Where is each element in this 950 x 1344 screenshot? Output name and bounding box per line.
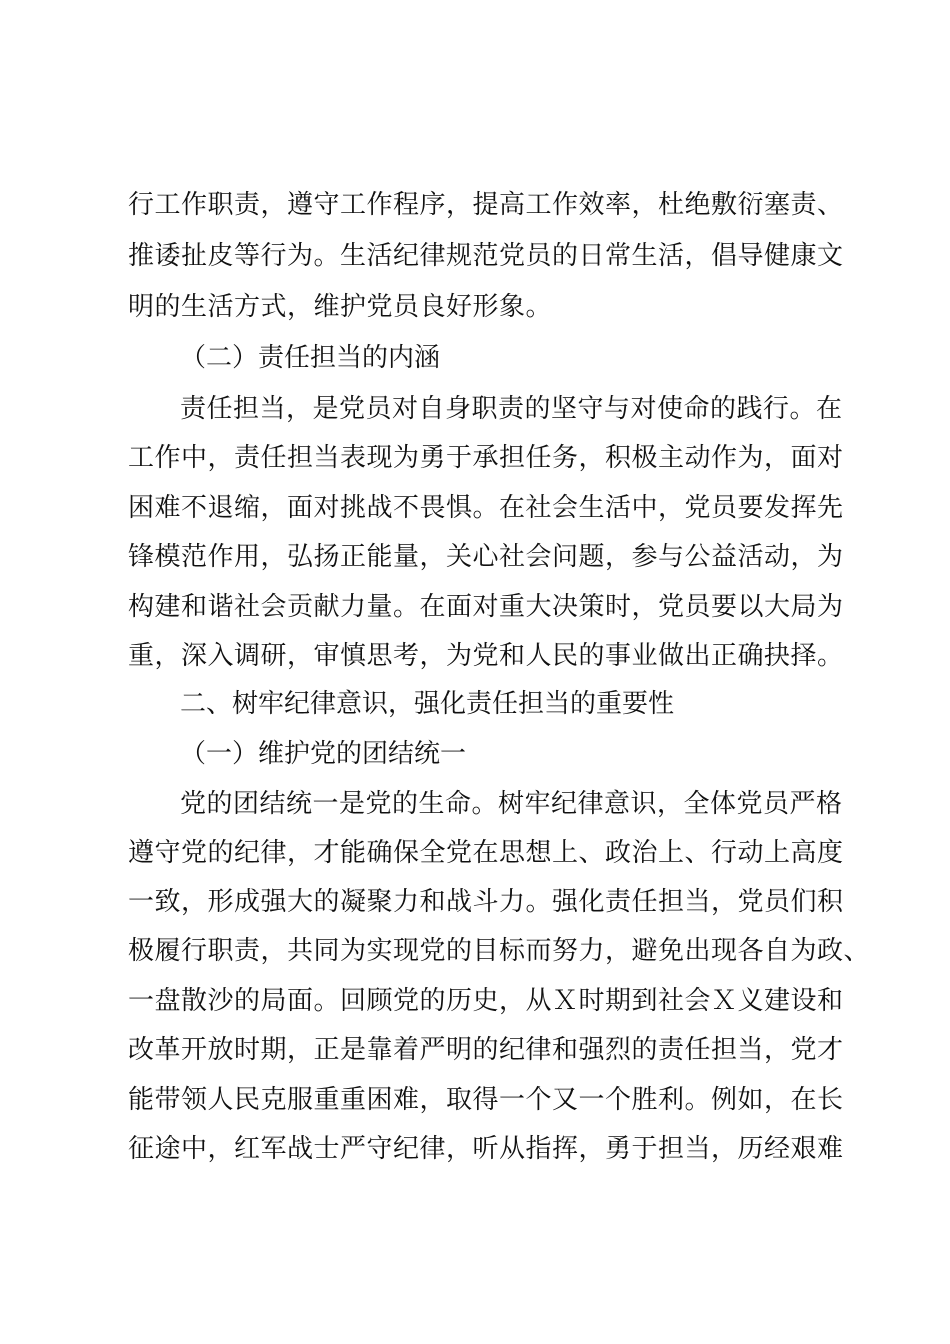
paragraph-line: 能带领人民克服重重困难，取得一个又一个胜利。例如，在长 [128, 1085, 844, 1115]
paragraph-line: 征途中，红军战士严守纪律，听从指挥，勇于担当，历经艰难 [128, 1134, 844, 1164]
paragraph-line: 行工作职责，遵守工作程序，提高工作效率，杜绝敷衍塞责、 [128, 190, 844, 220]
paragraph-line: 推诿扯皮等行为。生活纪律规范党员的日常生活，倡导健康文 [128, 241, 844, 271]
paragraph-line: 党的团结统一是党的生命。树牢纪律意识，全体党员严格 [180, 789, 843, 819]
paragraph-line: 困难不退缩，面对挑战不畏惧。在社会生活中，党员要发挥先 [128, 493, 844, 523]
paragraph-line: 一致，形成强大的凝聚力和战斗力。强化责任担当，党员们积 [128, 887, 844, 917]
paragraph-line: 明的生活方式，维护党员良好形象。 [128, 292, 553, 322]
paragraph-line: 构建和谐社会贡献力量。在面对重大决策时，党员要以大局为 [128, 592, 844, 622]
chapter-heading: 二、树牢纪律意识，强化责任担当的重要性 [180, 689, 675, 719]
paragraph-line: 锋模范作用，弘扬正能量，关心社会问题，参与公益活动，为 [128, 542, 844, 572]
paragraph-line: 责任担当，是党员对自身职责的坚守与对使命的践行。在 [180, 394, 843, 424]
paragraph-line: 工作中，责任担当表现为勇于承担任务，积极主动作为，面对 [128, 443, 844, 473]
section-heading: （二）责任担当的内涵 [180, 343, 441, 373]
paragraph-line: 一盘散沙的局面。回顾党的历史，从Ｘ时期到社会Ｘ义建设和 [128, 986, 844, 1016]
paragraph-line: 遵守党的纪律，才能确保全党在思想上、政治上、行动上高度 [128, 838, 844, 868]
paragraph-line: 极履行职责，共同为实现党的目标而努力，避免出现各自为政、 [128, 936, 871, 966]
section-heading: （一）维护党的团结统一 [180, 739, 467, 769]
paragraph-line: 改革开放时期，正是靠着严明的纪律和强烈的责任担当，党才 [128, 1035, 844, 1065]
paragraph-line: 重，深入调研，审慎思考，为党和人民的事业做出正确抉择。 [128, 641, 844, 671]
